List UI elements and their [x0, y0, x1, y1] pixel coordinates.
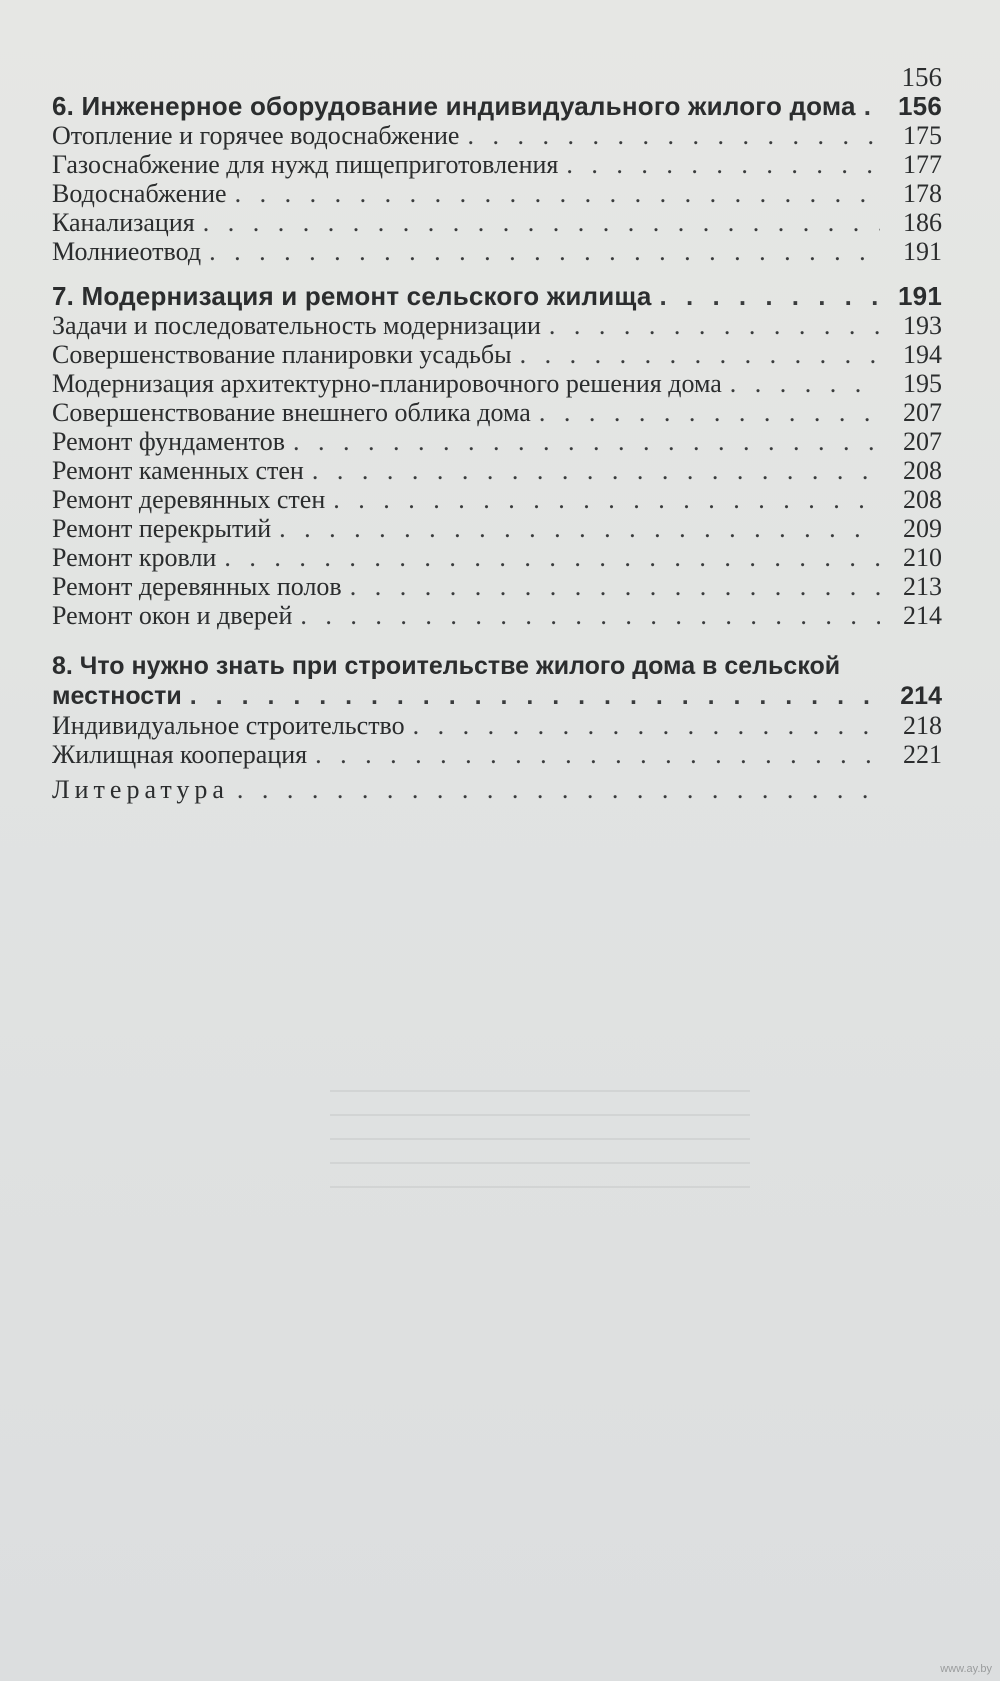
entry-title: Газоснабжение для нужд пищеприготовления — [52, 150, 559, 179]
page-number: 178 — [903, 179, 942, 208]
page-number: 210 — [903, 543, 942, 572]
page-number: 214 — [903, 601, 942, 630]
entry-title: Водоснабжение — [52, 179, 227, 208]
dot-leader — [856, 92, 880, 121]
page-number: 208 — [903, 456, 942, 485]
dot-leader — [652, 282, 880, 311]
dot-leader — [558, 150, 880, 179]
toc-entry — [52, 179, 942, 208]
page-number: 177 — [903, 150, 942, 179]
bleed-through-text — [330, 1090, 750, 1210]
toc-entry — [52, 150, 942, 179]
page-number: 207 — [903, 427, 942, 456]
toc-entry — [52, 514, 942, 543]
toc-entry — [52, 398, 942, 427]
toc-entry — [52, 485, 942, 514]
entry-title: Ремонт фундаментов — [52, 427, 285, 456]
toc-entry — [52, 369, 942, 398]
dot-leader — [201, 237, 880, 266]
page-number: 186 — [903, 208, 942, 237]
chapter-heading-7 — [52, 282, 942, 311]
page-number: 213 — [903, 572, 942, 601]
dot-leader — [292, 601, 880, 630]
entry-title: Задачи и последовательность модернизации — [52, 311, 541, 340]
toc-entry — [52, 427, 942, 456]
toc-section-6 — [52, 92, 942, 266]
dot-leader — [182, 682, 880, 711]
dot-leader — [722, 369, 880, 398]
chapter-title: 6. Инженерное оборудование индивидуального жилого дома — [52, 91, 856, 121]
toc-entry — [52, 543, 942, 572]
toc-entry — [52, 208, 942, 237]
toc-entry — [52, 456, 942, 485]
toc-entry — [52, 311, 942, 340]
dot-leader — [405, 711, 880, 740]
toc-entry — [52, 711, 942, 740]
entry-title: Ремонт каменных стен — [52, 456, 304, 485]
page-number: 175 — [903, 121, 942, 150]
entry-title: Ремонт перекрытий — [52, 514, 272, 543]
toc-entry — [52, 601, 942, 630]
dot-leader — [541, 311, 880, 340]
dot-leader — [271, 514, 880, 543]
page-number: 221 — [903, 740, 942, 769]
entry-title: Ремонт окон и дверей — [52, 601, 293, 630]
dot-leader — [512, 340, 880, 369]
chapter-heading-6 — [52, 92, 942, 121]
entry-title: Ремонт деревянных полов — [52, 572, 342, 601]
toc-entry — [52, 775, 942, 804]
entry-title: Жилищная кооперация — [52, 740, 308, 769]
page-number: 208 — [903, 485, 942, 514]
page-number: 191 — [903, 237, 942, 266]
entry-title: Ремонт деревянных стен — [52, 485, 326, 514]
chapter-heading-8-line1: 8. Что нужно знать при строительстве жилого дома в сельской — [52, 652, 841, 680]
entry-title: Совершенствование планировки усадьбы — [52, 340, 512, 369]
chapter-title: 7. Модернизация и ремонт сельского жилища — [52, 281, 652, 311]
table-of-contents — [52, 62, 942, 820]
toc-entry — [52, 340, 942, 369]
entry-title: Ремонт кровли — [52, 543, 217, 572]
toc-section-8 — [52, 650, 942, 804]
dot-leader — [531, 398, 880, 427]
page-number: 194 — [903, 340, 942, 369]
entry-title: Отопление и горячее водоснабжение — [52, 121, 460, 150]
toc-section-7 — [52, 282, 942, 630]
dot-leader — [304, 456, 880, 485]
entry-title: Модернизация архитектурно-планировочного решения дома — [52, 369, 722, 398]
toc-entry — [52, 121, 942, 150]
dot-leader — [227, 179, 880, 208]
toc-entry — [52, 572, 942, 601]
entry-title: Индивидуальное строительство — [52, 711, 405, 740]
page-number: 195 — [903, 369, 942, 398]
page-number: 207 — [903, 398, 942, 427]
dot-leader — [285, 427, 880, 456]
page-number: 214 — [900, 682, 942, 710]
chapter-heading-8-line2 — [52, 682, 942, 711]
dot-leader — [342, 572, 880, 601]
entry-title: Молниеотвод — [52, 237, 202, 266]
dot-leader — [459, 121, 880, 150]
page-number: 191 — [898, 281, 942, 311]
toc-entry — [52, 237, 942, 266]
dot-leader — [325, 485, 880, 514]
page-number: 193 — [903, 311, 942, 340]
dot-leader — [216, 543, 880, 572]
entry-title: Совершенствование внешнего облика дома — [52, 398, 531, 427]
dot-leader — [195, 208, 880, 237]
dot-leader — [307, 740, 880, 769]
chapter-title-continuation: местности — [52, 682, 182, 710]
entry-title: Литература — [52, 775, 229, 804]
site-watermark: www.ay.by — [940, 1663, 992, 1675]
page-number: 209 — [903, 514, 942, 543]
page-number: 218 — [903, 711, 942, 740]
toc-entry — [52, 740, 942, 769]
dot-leader — [229, 775, 880, 804]
top-page-number: 156 — [901, 62, 942, 92]
page-number: 156 — [898, 91, 942, 121]
entry-title: Канализация — [52, 208, 195, 237]
